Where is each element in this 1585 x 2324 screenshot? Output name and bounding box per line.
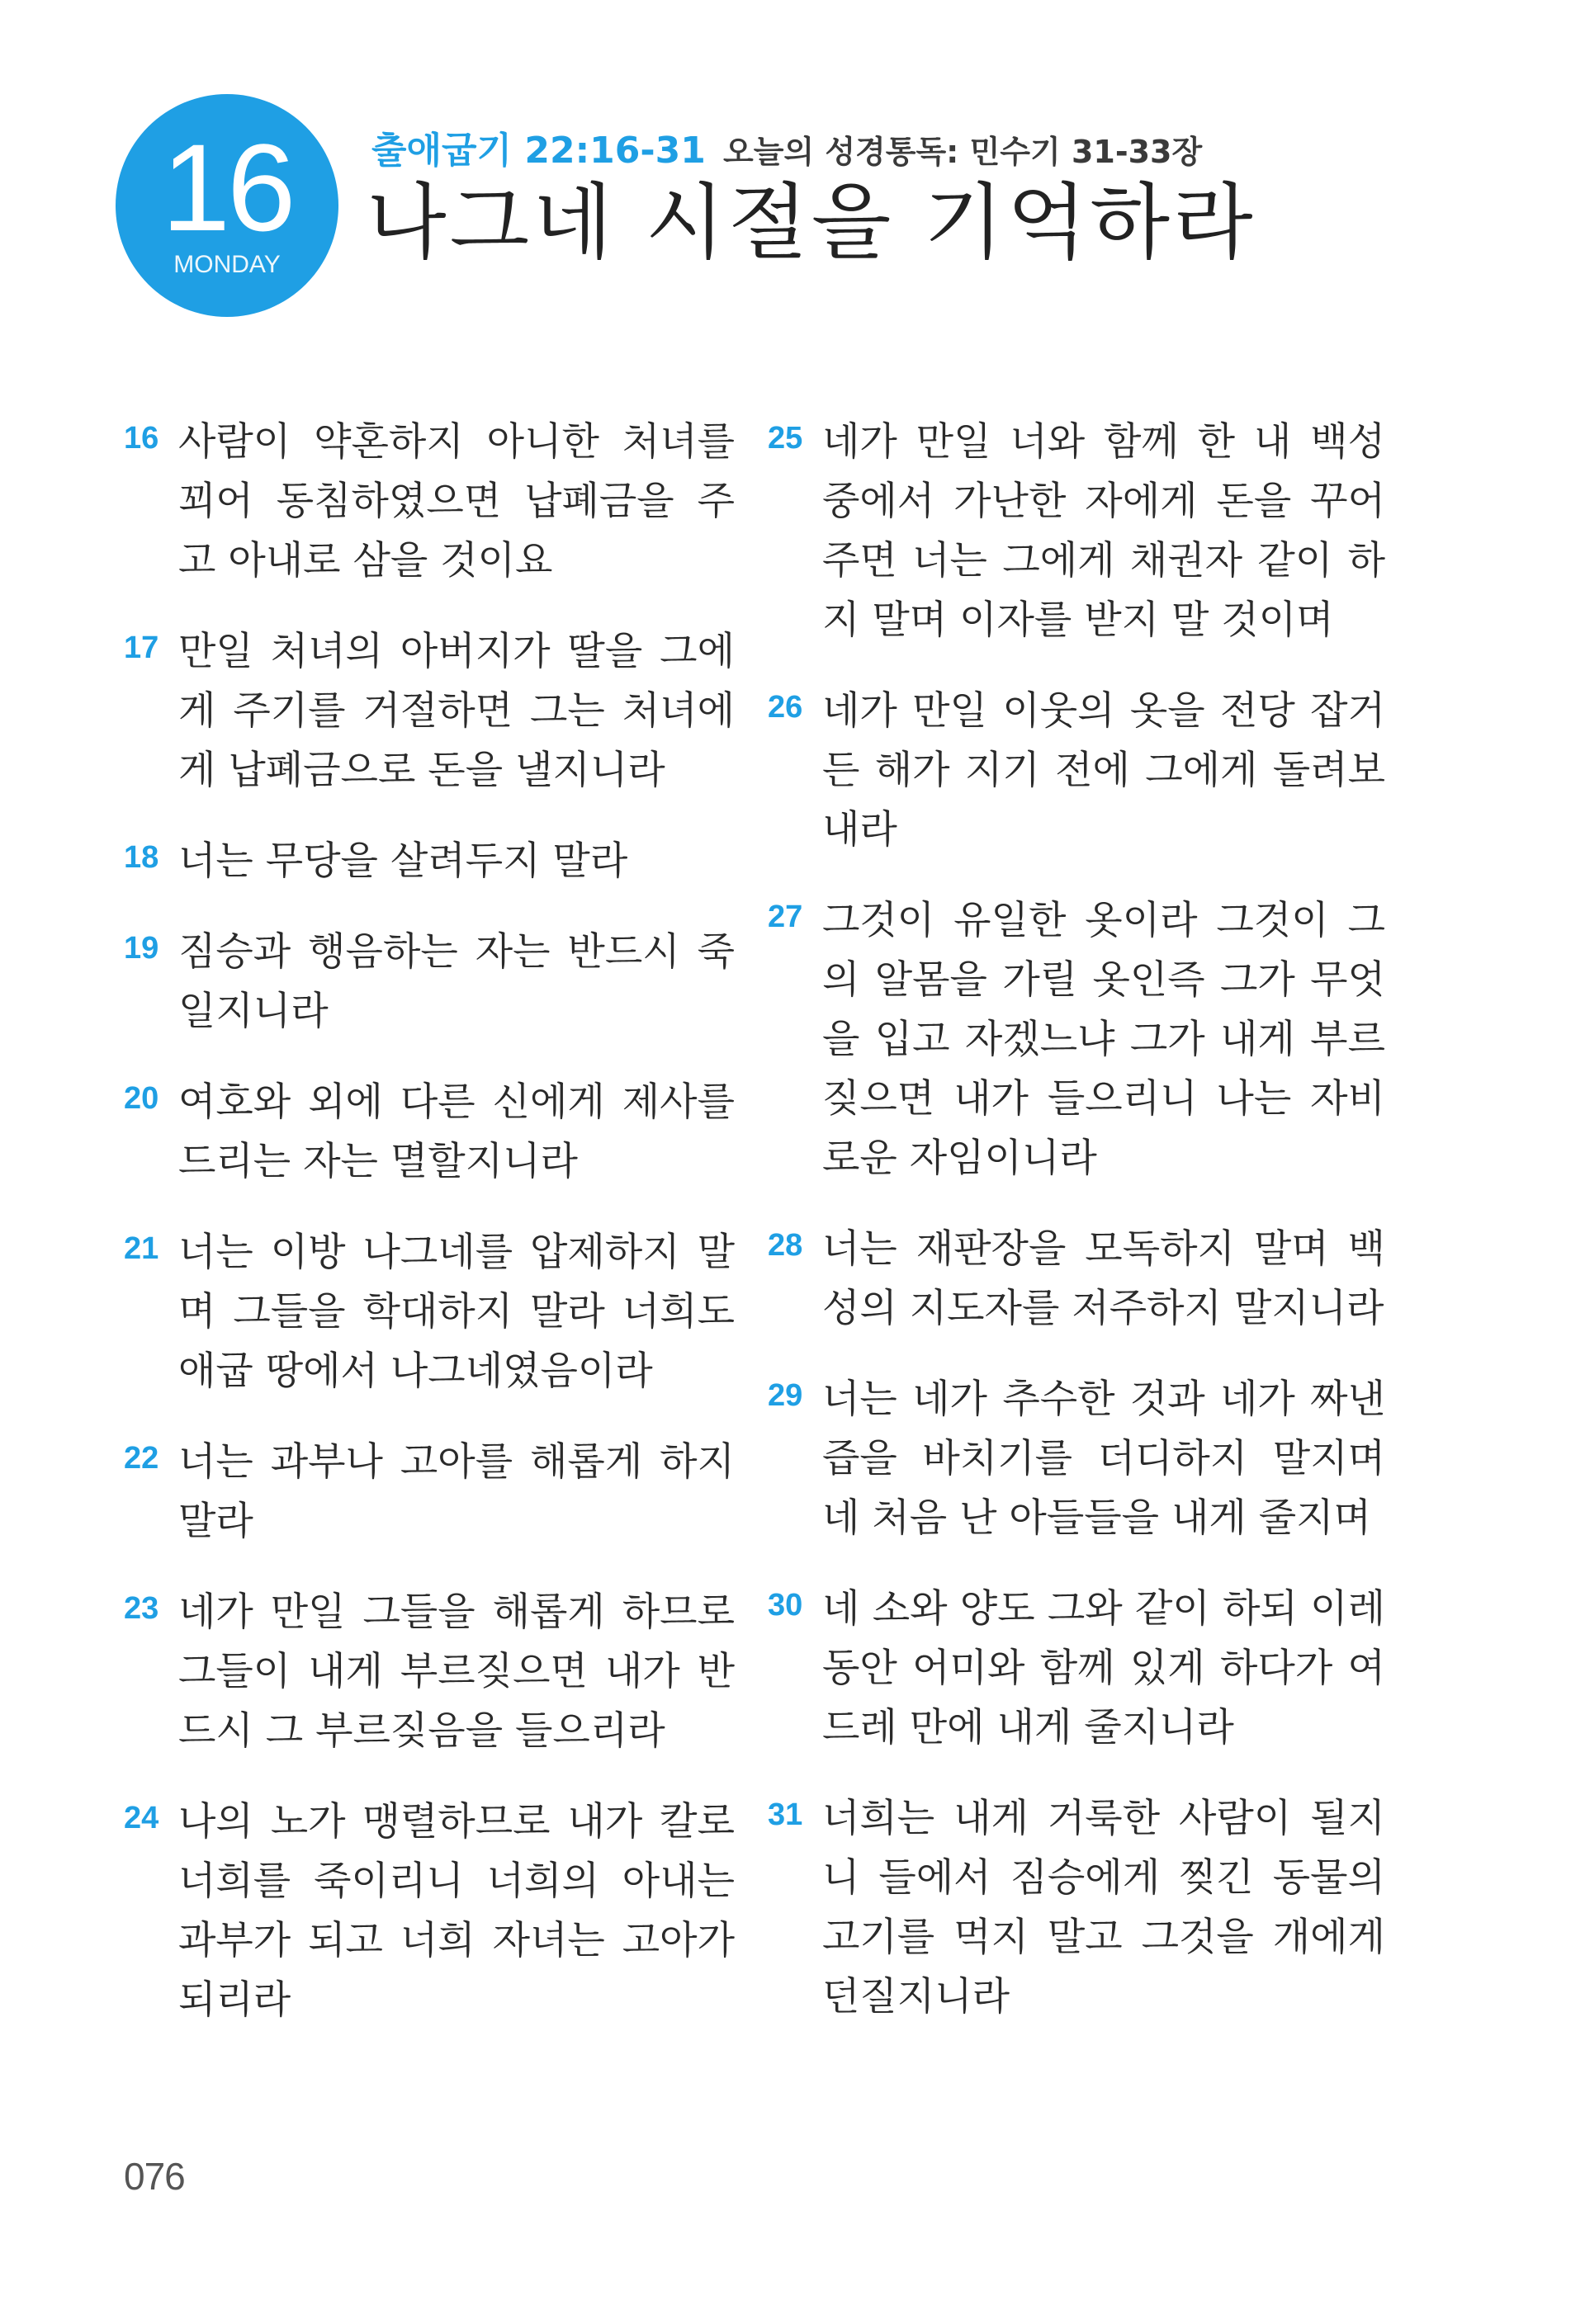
verse-number: 25 — [768, 421, 803, 456]
weekday-label: MONDAY — [173, 251, 281, 278]
verse — [768, 413, 1385, 650]
header-line — [371, 120, 1202, 173]
verse — [768, 1370, 1385, 1548]
verse-text: 너는 무당을 살려두지 말라 — [178, 838, 628, 884]
verse-number: 29 — [768, 1378, 803, 1413]
verse-text: 너는 이방 나그네를 압제하지 말며 그들을 학대하지 말라 너희도 애굽 땅에서 나그네였음이라 — [178, 1230, 735, 1394]
verse — [124, 413, 735, 591]
verse-number: 26 — [768, 690, 803, 725]
daily-reading: 오늘의 성경통독: 민수기 31-33장 — [722, 134, 1203, 170]
verse-text: 나의 노가 맹렬하므로 내가 칼로 너희를 죽이리니 너희의 아내는 과부가 되고 너희 자녀는 고아가 되리라 — [178, 1799, 735, 2023]
verse-number: 28 — [768, 1228, 803, 1263]
verse — [124, 1433, 735, 1552]
verse-text: 너희는 내게 거룩한 사람이 될지니 들에서 짐승에게 찢긴 동물의 고기를 먹지 말고 그것을 개에게 던질지니라 — [822, 1796, 1385, 2019]
verse — [768, 1789, 1385, 2027]
verse-text: 네가 만일 이웃의 옷을 전당 잡거든 해가 지기 전에 그에게 돌려보내라 — [822, 688, 1385, 853]
page-number: 076 — [124, 2155, 185, 2198]
day-badge — [116, 94, 338, 317]
scripture-reference: 출애굽기 22:16-31 — [371, 130, 706, 172]
verse-number: 24 — [124, 1801, 159, 1835]
verse — [768, 1580, 1385, 1758]
day-number: 16 — [161, 118, 293, 257]
verse — [124, 1793, 735, 2030]
verse-number: 19 — [124, 931, 159, 966]
verse — [124, 622, 735, 801]
verse-text: 네 소와 양도 그와 같이 하되 이레 동안 어미와 함께 있게 하다가 여드레 만에 내게 줄지니라 — [822, 1586, 1385, 1750]
verse-number: 17 — [124, 631, 159, 665]
verse-number: 30 — [768, 1588, 803, 1623]
verse-text: 네가 만일 너와 함께 한 내 백성 중에서 가난한 자에게 돈을 꾸어 주면 너는 그에게 채권자 같이 하지 말며 이자를 받지 말 것이며 — [822, 419, 1385, 643]
verse-text: 너는 재판장을 모독하지 말며 백성의 지도자를 저주하지 말지니라 — [822, 1226, 1385, 1331]
verse — [124, 1073, 735, 1192]
verse-number: 27 — [768, 900, 803, 934]
verse-number: 22 — [124, 1441, 159, 1476]
verse-text: 만일 처녀의 아버지가 딸을 그에게 주기를 거절하면 그는 처녀에게 납폐금으로 돈을 낼지니라 — [178, 629, 735, 793]
verse — [124, 1223, 735, 1401]
verse-number: 31 — [768, 1797, 803, 1832]
verse — [124, 1583, 735, 1761]
verse-text: 여호와 외에 다른 신에게 제사를 드리는 자는 멸할지니라 — [178, 1079, 735, 1184]
page-title: 나그네 시절을 기억하라 — [367, 174, 1256, 271]
verse — [768, 682, 1385, 860]
verse-text: 너는 네가 추수한 것과 네가 짜낸 즙을 바치기를 더디하지 말지며 네 처음 난 아들들을 내게 줄지며 — [822, 1377, 1385, 1541]
verse-number: 23 — [124, 1591, 159, 1626]
verse-text: 네가 만일 그들을 해롭게 하므로 그들이 내게 부르짖으면 내가 반드시 그 부르짖음을 들으리라 — [178, 1589, 735, 1754]
verse-number: 16 — [124, 421, 159, 456]
verse-number: 18 — [124, 840, 159, 875]
verse-text: 너는 과부나 고아를 해롭게 하지 말라 — [178, 1439, 735, 1544]
verse-column-left — [124, 413, 735, 2062]
verse — [768, 1220, 1385, 1339]
verse-column-right — [768, 413, 1385, 2058]
verse-number: 20 — [124, 1081, 159, 1116]
verse-text: 사람이 약혼하지 아니한 처녀를 꾀어 동침하였으면 납폐금을 주고 아내로 삼을 것이요 — [178, 419, 735, 583]
verse — [768, 891, 1385, 1188]
verse-text: 그것이 유일한 옷이라 그것이 그의 알몸을 가릴 옷인즉 그가 무엇을 입고 자겠느냐 그가 내게 부르짖으면 내가 들으리니 나는 자비로운 자임이니라 — [822, 898, 1385, 1181]
verse — [124, 923, 735, 1042]
verse-number: 21 — [124, 1231, 159, 1266]
verse — [124, 832, 735, 891]
verse-text: 짐승과 행음하는 자는 반드시 죽일지니라 — [178, 929, 735, 1034]
